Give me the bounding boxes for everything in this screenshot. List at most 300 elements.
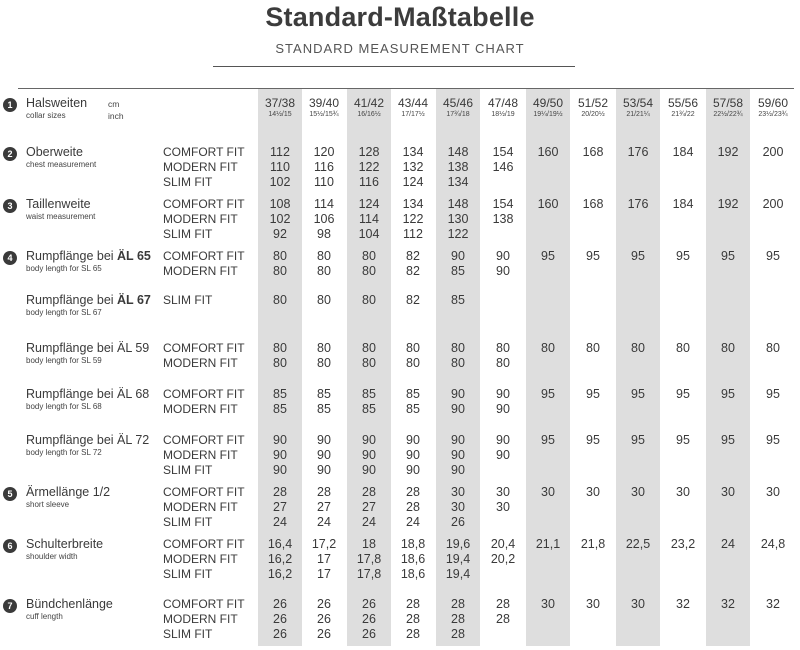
value-cell — [347, 341, 391, 371]
measurement-value: 90 — [273, 463, 287, 477]
collar-size-cell — [706, 97, 750, 120]
row-title: Rumpflänge bei ÄL 65 — [26, 249, 151, 263]
measurement-value: 30 — [631, 485, 645, 499]
table-top-divider — [18, 88, 794, 89]
value-cell — [706, 597, 750, 612]
value-cell — [481, 485, 525, 515]
measurement-value: 95 — [586, 387, 600, 401]
measurement-value: 18,6 — [400, 552, 426, 566]
fit-label: COMFORT FIT — [163, 341, 245, 355]
value-cell — [258, 145, 302, 190]
value-cell — [571, 485, 615, 500]
measurement-value: 90 — [496, 264, 510, 278]
value-cell — [616, 485, 660, 500]
measurement-value: 80 — [406, 356, 420, 370]
measurement-value: 80 — [631, 341, 645, 355]
measurement-value: 90 — [496, 249, 510, 263]
row-number-badge: 1 — [3, 98, 17, 112]
value-cell — [391, 387, 435, 417]
fit-labels — [163, 293, 212, 308]
measurement-value: 192 — [717, 145, 739, 159]
measurement-value: 176 — [627, 145, 649, 159]
measurement-value: 110 — [270, 160, 290, 174]
measurement-value: 27 — [362, 500, 376, 514]
measurement-value: 30 — [496, 500, 510, 514]
collar-size-cell — [751, 97, 795, 120]
measurement-value: 90 — [317, 448, 331, 462]
value-cell — [302, 249, 346, 279]
measurement-value: 90 — [496, 387, 510, 401]
fit-label: SLIM FIT — [163, 463, 213, 477]
fit-label: COMFORT FIT — [163, 433, 245, 447]
measurement-value: 28 — [406, 485, 420, 499]
measurement-value: 90 — [451, 448, 465, 462]
collar-size-cell — [302, 97, 346, 120]
row-subtitle: body length for SL 67 — [26, 308, 102, 317]
measurement-value: 95 — [541, 433, 555, 447]
value-cell — [571, 537, 615, 552]
measurement-value: 154 — [492, 197, 514, 211]
measurement-value: 92 — [273, 227, 287, 241]
value-cell — [661, 537, 705, 552]
measurement-value: 90 — [451, 249, 465, 263]
value-cell — [302, 197, 346, 242]
measurement-value: 19,4 — [445, 552, 471, 566]
row-title: Rumpflänge bei ÄL 72 — [26, 433, 150, 447]
measurement-value: 90 — [273, 433, 287, 447]
measurement-value: 95 — [721, 433, 735, 447]
value-cell — [526, 341, 570, 356]
measurement-value: 27 — [273, 500, 287, 514]
measurement-value: 20,4 — [490, 537, 516, 551]
measurement-value: 80 — [362, 341, 376, 355]
measurement-value: 80 — [406, 341, 420, 355]
collar-size-inch: 17/17½ — [401, 111, 425, 118]
measurement-value: 20,2 — [490, 552, 516, 566]
collar-size-cm: 45/46 — [442, 96, 474, 110]
measurement-value: 176 — [627, 197, 649, 211]
measurement-value: 148 — [447, 145, 469, 159]
page-subtitle: STANDARD MEASUREMENT CHART — [275, 41, 525, 56]
row-number-badge: 2 — [3, 147, 17, 161]
measurement-value: 148 — [447, 197, 469, 211]
collar-size-cm: 55/56 — [667, 96, 699, 110]
measurement-value: 85 — [451, 293, 465, 307]
fit-label: COMFORT FIT — [163, 197, 245, 211]
measurement-value: 90 — [406, 448, 420, 462]
measurement-value: 80 — [541, 341, 555, 355]
measurement-value: 85 — [362, 402, 376, 416]
value-cell — [347, 197, 391, 242]
value-cell — [347, 485, 391, 530]
measurement-value: 80 — [451, 341, 465, 355]
value-cell — [481, 537, 525, 567]
collar-size-cm: 37/38 — [264, 96, 296, 110]
value-cell — [436, 537, 480, 582]
row-title: Ärmellänge 1/2 — [26, 485, 111, 499]
measurement-value: 112 — [403, 227, 423, 241]
measurement-value: 18,6 — [400, 567, 426, 581]
row-title: Halsweiten — [26, 96, 88, 110]
value-cell — [661, 387, 705, 402]
value-cell — [302, 537, 346, 582]
value-cell — [751, 341, 795, 356]
measurement-value: 80 — [362, 249, 376, 263]
value-cell — [751, 433, 795, 448]
row-subtitle: shoulder width — [26, 552, 78, 561]
collar-size-cell — [616, 97, 660, 120]
value-cell — [571, 433, 615, 448]
value-cell — [706, 433, 750, 448]
collar-size-inch: 22½/22¾ — [713, 111, 743, 118]
measurement-value: 28 — [406, 612, 420, 626]
measurement-value: 90 — [406, 463, 420, 477]
fit-label: MODERN FIT — [163, 402, 238, 416]
value-cell — [391, 249, 435, 279]
fit-label: COMFORT FIT — [163, 145, 245, 159]
measurement-value: 26 — [362, 612, 376, 626]
fit-label: COMFORT FIT — [163, 597, 245, 611]
value-cell — [347, 433, 391, 478]
measurement-value: 80 — [317, 293, 331, 307]
measurement-value: 112 — [270, 145, 290, 159]
measurement-value: 80 — [317, 356, 331, 370]
value-cell — [481, 197, 525, 227]
value-cell — [751, 485, 795, 500]
row-title-emphasis: ÄL 65 — [117, 249, 151, 263]
measurement-value: 114 — [314, 197, 334, 211]
value-cell — [391, 537, 435, 582]
measurement-value: 192 — [717, 197, 739, 211]
measurement-value: 30 — [766, 485, 780, 499]
fit-labels — [163, 387, 245, 417]
measurement-value: 30 — [451, 485, 465, 499]
measurement-value: 32 — [766, 597, 780, 611]
fit-labels — [163, 145, 245, 190]
measurement-value: 28 — [496, 612, 510, 626]
value-cell — [526, 597, 570, 612]
value-cell — [526, 249, 570, 264]
measurement-value: 26 — [273, 612, 287, 626]
measurement-value: 16,2 — [267, 552, 293, 566]
measurement-value: 27 — [317, 500, 331, 514]
measurement-value: 80 — [362, 264, 376, 278]
value-cell — [661, 485, 705, 500]
measurement-value: 30 — [541, 597, 555, 611]
measurement-value: 90 — [317, 463, 331, 477]
value-cell — [751, 537, 795, 552]
measurement-value: 17 — [317, 552, 331, 566]
measurement-value: 19,6 — [445, 537, 471, 551]
collar-size-inch: 17¾/18 — [446, 111, 470, 118]
measurement-value: 26 — [317, 627, 331, 641]
measurement-value: 80 — [317, 341, 331, 355]
row-subtitle: body length for SL 65 — [26, 264, 102, 273]
value-cell — [571, 145, 615, 160]
measurement-value: 82 — [406, 264, 420, 278]
value-cell — [751, 249, 795, 264]
measurement-value: 85 — [317, 387, 331, 401]
measurement-value: 124 — [358, 197, 380, 211]
measurement-value: 90 — [451, 433, 465, 447]
measurement-value: 110 — [314, 175, 334, 189]
value-cell — [706, 249, 750, 264]
value-cell — [616, 145, 660, 160]
measurement-value: 128 — [358, 145, 380, 159]
title-divider — [213, 66, 575, 67]
fit-labels — [163, 485, 245, 530]
measurement-value: 95 — [676, 433, 690, 447]
value-cell — [258, 197, 302, 242]
value-cell — [706, 485, 750, 500]
collar-size-inch: 19¼/19½ — [533, 111, 563, 118]
value-cell — [391, 597, 435, 642]
measurement-value: 80 — [451, 356, 465, 370]
collar-size-inch: 15½/15¾ — [309, 111, 339, 118]
measurement-value: 90 — [273, 448, 287, 462]
measurement-value: 17 — [317, 567, 331, 581]
row-number-badge: 3 — [3, 199, 17, 213]
page-title: Standard-Maßtabelle — [265, 2, 535, 32]
measurement-value: 102 — [269, 175, 291, 189]
value-cell — [661, 433, 705, 448]
measurement-value: 30 — [676, 485, 690, 499]
measurement-value: 95 — [721, 249, 735, 263]
measurement-value: 23,2 — [670, 537, 696, 551]
value-cell — [571, 249, 615, 264]
measurement-value: 154 — [492, 145, 514, 159]
measurement-value: 28 — [317, 485, 331, 499]
measurement-value: 95 — [676, 387, 690, 401]
value-cell — [302, 341, 346, 371]
measurement-value: 28 — [451, 597, 465, 611]
measurement-value: 18 — [362, 537, 376, 551]
measurement-value: 80 — [362, 293, 376, 307]
unit-inch-label: inch — [108, 111, 124, 121]
measurement-value: 80 — [676, 341, 690, 355]
measurement-value: 30 — [586, 597, 600, 611]
value-cell — [706, 387, 750, 402]
value-cell — [616, 597, 660, 612]
value-cell — [302, 597, 346, 642]
value-cell — [436, 597, 480, 642]
value-cell — [616, 341, 660, 356]
row-subtitle: cuff length — [26, 612, 63, 621]
row-title: Rumpflänge bei ÄL 67 — [26, 293, 151, 307]
measurement-value: 16,4 — [267, 537, 293, 551]
measurement-value: 106 — [313, 212, 335, 226]
measurement-value: 30 — [541, 485, 555, 499]
collar-size-inch: 18½/19 — [491, 111, 515, 118]
value-cell — [436, 387, 480, 417]
value-cell — [391, 433, 435, 478]
value-cell — [258, 537, 302, 582]
collar-size-inch: 16/16½ — [357, 111, 381, 118]
measurement-value: 168 — [582, 197, 604, 211]
value-cell — [616, 249, 660, 264]
measurement-value: 80 — [496, 356, 510, 370]
fit-label: SLIM FIT — [163, 627, 213, 641]
measurement-value: 82 — [406, 249, 420, 263]
row-subtitle: collar sizes — [26, 111, 66, 120]
measurement-value: 28 — [406, 627, 420, 641]
measurement-value: 26 — [317, 597, 331, 611]
value-cell — [616, 387, 660, 402]
measurement-value: 122 — [447, 227, 469, 241]
measurement-value: 95 — [631, 433, 645, 447]
collar-size-cell — [526, 97, 570, 120]
collar-size-cm: 53/54 — [622, 96, 654, 110]
value-cell — [571, 597, 615, 612]
collar-size-cell — [661, 97, 705, 120]
value-cell — [436, 145, 480, 190]
measurement-value: 26 — [273, 597, 287, 611]
fit-label: MODERN FIT — [163, 448, 238, 462]
value-cell — [706, 341, 750, 356]
value-cell — [481, 433, 525, 463]
value-cell — [661, 597, 705, 612]
value-cell — [481, 145, 525, 175]
measurement-value: 80 — [273, 249, 287, 263]
collar-size-cell — [347, 97, 391, 120]
value-cell — [751, 145, 795, 160]
value-cell — [481, 341, 525, 371]
fit-label: MODERN FIT — [163, 552, 238, 566]
fit-label: SLIM FIT — [163, 227, 213, 241]
fit-labels — [163, 197, 245, 242]
value-cell — [302, 387, 346, 417]
value-cell — [258, 433, 302, 478]
value-cell — [347, 597, 391, 642]
value-cell — [661, 145, 705, 160]
value-cell — [302, 433, 346, 478]
measurement-value: 19,4 — [445, 567, 471, 581]
collar-size-cm: 41/42 — [353, 96, 385, 110]
row-subtitle: body length for SL 72 — [26, 448, 102, 457]
measurement-value: 26 — [273, 627, 287, 641]
collar-size-cm: 51/52 — [577, 96, 609, 110]
measurement-value: 80 — [317, 249, 331, 263]
value-cell — [481, 249, 525, 279]
value-cell — [436, 197, 480, 242]
value-cell — [616, 197, 660, 212]
measurement-value: 30 — [721, 485, 735, 499]
measurement-value: 90 — [362, 448, 376, 462]
measurement-value: 24 — [406, 515, 420, 529]
measurement-value: 95 — [721, 387, 735, 401]
measurement-value: 28 — [496, 597, 510, 611]
row-number-badge: 7 — [3, 599, 17, 613]
measurement-value: 80 — [496, 341, 510, 355]
measurement-value: 30 — [586, 485, 600, 499]
measurement-value: 80 — [273, 356, 287, 370]
measurement-value: 130 — [447, 212, 469, 226]
measurement-value: 98 — [317, 227, 331, 241]
value-cell — [258, 387, 302, 417]
measurement-value: 32 — [676, 597, 690, 611]
fit-label: MODERN FIT — [163, 356, 238, 370]
row-number-badge: 4 — [3, 251, 17, 265]
value-cell — [481, 387, 525, 417]
measurement-value: 95 — [541, 387, 555, 401]
row-title: Bündchenlänge — [26, 597, 113, 611]
measurement-value: 95 — [541, 249, 555, 263]
value-cell — [526, 197, 570, 212]
measurement-value: 30 — [451, 500, 465, 514]
row-title: Oberweite — [26, 145, 83, 159]
measurement-value: 102 — [269, 212, 291, 226]
measurement-value: 85 — [273, 387, 287, 401]
value-cell — [347, 293, 391, 308]
row-number-badge: 6 — [3, 539, 17, 553]
value-cell — [347, 249, 391, 279]
value-cell — [571, 341, 615, 356]
measurement-value: 85 — [317, 402, 331, 416]
measurement-value: 90 — [362, 433, 376, 447]
measurement-value: 168 — [582, 145, 604, 159]
measurement-value: 124 — [402, 175, 424, 189]
measurement-value: 95 — [631, 249, 645, 263]
value-cell — [391, 293, 435, 308]
measurement-value: 90 — [496, 433, 510, 447]
measurement-value: 134 — [447, 175, 469, 189]
value-cell — [751, 197, 795, 212]
measurement-value: 17,8 — [356, 552, 382, 566]
value-cell — [391, 485, 435, 530]
measurement-value: 160 — [537, 145, 559, 159]
measurement-value: 82 — [406, 293, 420, 307]
value-cell — [302, 293, 346, 308]
measurement-value: 17,2 — [311, 537, 337, 551]
value-cell — [347, 537, 391, 582]
fit-label: COMFORT FIT — [163, 537, 245, 551]
value-cell — [526, 433, 570, 448]
column-shade — [706, 89, 750, 646]
collar-size-cell — [258, 97, 302, 120]
measurement-value: 95 — [586, 433, 600, 447]
value-cell — [258, 341, 302, 371]
value-cell — [436, 249, 480, 279]
measurement-value: 80 — [586, 341, 600, 355]
row-title: Rumpflänge bei ÄL 59 — [26, 341, 150, 355]
row-title: Rumpflänge bei ÄL 68 — [26, 387, 150, 401]
value-cell — [706, 197, 750, 212]
value-cell — [661, 341, 705, 356]
collar-size-inch: 23½/23¾ — [758, 111, 788, 118]
measurement-value: 90 — [406, 433, 420, 447]
measurement-value: 26 — [317, 612, 331, 626]
value-cell — [751, 387, 795, 402]
value-cell — [661, 249, 705, 264]
measurement-value: 80 — [273, 264, 287, 278]
value-cell — [347, 387, 391, 417]
measurement-value: 116 — [314, 160, 334, 174]
value-cell — [258, 485, 302, 530]
measurement-value: 116 — [359, 175, 379, 189]
collar-size-inch: 20/20½ — [581, 111, 605, 118]
value-cell — [258, 293, 302, 308]
measurement-value: 26 — [362, 597, 376, 611]
value-cell — [526, 387, 570, 402]
measurement-value: 28 — [451, 612, 465, 626]
measurement-value: 28 — [451, 627, 465, 641]
measurement-value: 95 — [766, 433, 780, 447]
measurement-value: 32 — [721, 597, 735, 611]
fit-label: MODERN FIT — [163, 500, 238, 514]
measurement-value: 24 — [273, 515, 287, 529]
value-cell — [391, 341, 435, 371]
value-cell — [661, 197, 705, 212]
